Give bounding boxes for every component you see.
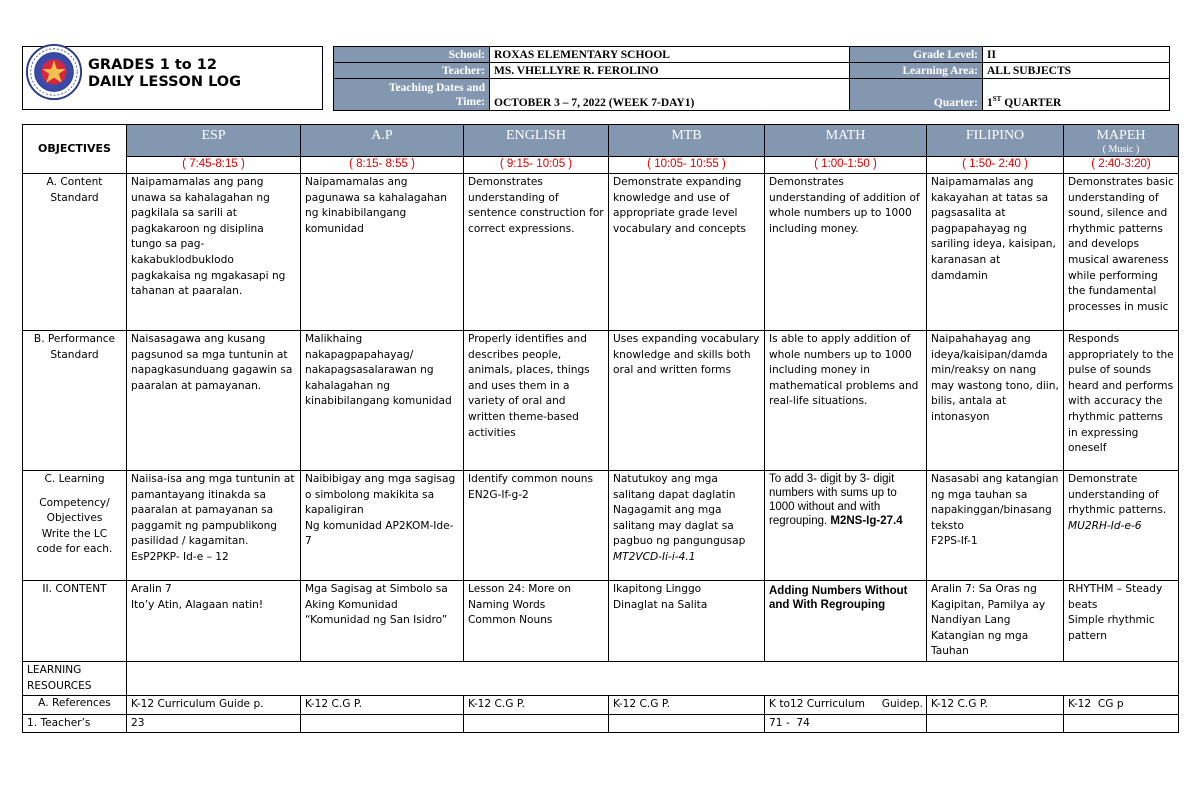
teachers-guide-filipino (927, 714, 1064, 733)
teachers-guide-math: 71 - 74 (765, 714, 927, 733)
references-ap: K-12 C.G P. (301, 696, 464, 715)
learning-area-value: ALL SUBJECTS (983, 63, 1170, 79)
references-esp: K-12 Curriculum Guide p. (127, 696, 301, 715)
lc-code-mapeh: MU2RH-Id-e-6 (1068, 519, 1142, 532)
school-info-table (333, 46, 1170, 111)
content-english: Lesson 24: More on Naming Words Common Nouns (464, 581, 609, 662)
performance-standard-label: B. Performance Standard (23, 331, 127, 471)
competency-mtb: Natutukoy ang mga salitang dapat daglatin Nagagamit ang mga salitang may daglat sa pagbuo ng pangungusap MT2VCD-Ii-i-4.1 (609, 471, 765, 581)
competency-ap: Naibibigay ang mga sagisag o simbolong makikita sa kapaligiran Ng komunidad AP2KOM-Ide-7 (301, 471, 464, 581)
content-label: II. CONTENT (23, 581, 127, 662)
performance-standard-ap: Malikhaing nakapagpapahayag/ nakapagsasalarawan ng kahalagahan ng kinabibilangang komunidad (301, 331, 464, 471)
learning-resources-label: LEARNING RESOURCES (23, 661, 127, 695)
references-filipino: K-12 C.G P. (927, 696, 1064, 715)
subject-header-filipino: FILIPINO (927, 125, 1064, 157)
learning-competency-label: C. Learning Competency/ Objectives Write the LC code for each. (23, 471, 127, 581)
teachers-guide-esp: 23 (127, 714, 301, 733)
teacher-value: MS. VHELLYRE R. FEROLINO (490, 63, 850, 79)
content-standard-filipino: Naipamamalas ang kakayahan at tatas sa pagsasalita at pagpapahayag ng sariling ideya, kaisipan, karanasan at damdamin (927, 174, 1064, 331)
lc-code-english: EN2G-If-g-2 (468, 488, 529, 501)
time-mapeh: ( 2:40-3:20) (1064, 157, 1179, 174)
competency-english: Identify common nouns EN2G-If-g-2 (464, 471, 609, 581)
teachers-guide-ap (301, 714, 464, 733)
performance-standard-math: Is able to apply addition of whole numbers up to 1000 including money in mathematical problems and real-life situations. (765, 331, 927, 471)
school-label: School: (334, 47, 490, 63)
teachers-guide-mtb (609, 714, 765, 733)
page-title: GRADES 1 to 12 DAILY LESSON LOG (88, 57, 242, 90)
content-esp: Aralin 7 Ito’y Atin, Alagaan natin! (127, 581, 301, 662)
content-standard-english: Demonstrates understanding of sentence construction for correct expressions. (464, 174, 609, 331)
performance-standard-filipino: Naipahahayag ang ideya/kaisipan/damda min/reaksy on nang may wastong tono, diin, bilis, antala at intonasyon (927, 331, 1064, 471)
time-math: ( 1:00-1:50 ) (765, 157, 927, 174)
objectives-label: OBJECTIVES (23, 125, 127, 174)
deped-seal-icon (25, 43, 83, 101)
lesson-log-table (22, 124, 1179, 733)
content-mtb: Ikapitong Linggo Dinaglat na Salita (609, 581, 765, 662)
time-ap: ( 8:15- 8:55 ) (301, 157, 464, 174)
lc-code-filipino: F2PS-If-1 (931, 535, 978, 548)
content-standard-mtb: Demonstrate expanding knowledge and use of appropriate grade level vocabulary and concepts (609, 174, 765, 331)
subject-header-ap: A.P (301, 125, 464, 157)
content-standard-mapeh: Demonstrates basic understanding of sound, silence and rhythmic patterns and develops musical awareness while performing the fundamental processes in music (1064, 174, 1179, 331)
references-english: K-12 C.G P. (464, 696, 609, 715)
subject-header-english: ENGLISH (464, 125, 609, 157)
content-mapeh: RHYTHM – Steady beats Simple rhythmic pattern (1064, 581, 1179, 662)
subject-header-mapeh: MAPEH ( Music ) (1064, 125, 1179, 157)
subject-header-mtb: MTB (609, 125, 765, 157)
performance-standard-esp: Naisasagawa ang kusang pagsunod sa mga tuntunin at napagkasunduang gagawin sa paaralan at pamayanan. (127, 331, 301, 471)
time-filipino: ( 1:50- 2:40 ) (927, 157, 1064, 174)
content-standard-esp: Naipamamalas ang pang unawa sa kahalagahan ng pagkilala sa sarili at pagkakaroon ng disiplina tungo sa pag-kakabuklodbuklodo pagkakaisa ng mgakasapi ng tahanan at paaralan. (127, 174, 301, 331)
subject-header-math: MATH (765, 125, 927, 157)
content-ap: Mga Sagisag at Simbolo sa Aking Komunidad “Komunidad ng San Isidro” (301, 581, 464, 662)
mapeh-subtitle: ( Music ) (1102, 144, 1140, 155)
lc-code-math: M2NS-Ig-27.4 (830, 515, 903, 527)
lc-code-ap: Ng komunidad AP2KOM-Ide-7 (305, 519, 454, 548)
teaching-dates-value: OCTOBER 3 – 7, 2022 (WEEK 7-DAY1) (490, 79, 850, 111)
teaching-dates-label: Teaching Dates and Time: (334, 79, 490, 111)
competency-mapeh: Demonstrate understanding of rhythmic patterns. MU2RH-Id-e-6 (1064, 471, 1179, 581)
teachers-guide-english (464, 714, 609, 733)
references-mtb: K-12 C.G P. (609, 696, 765, 715)
content-standard-ap: Naipamamalas ang pagunawa sa kahalagahan ng kinabibilangang komunidad (301, 174, 464, 331)
references-mapeh: K-12 CG p (1064, 696, 1179, 715)
performance-standard-english: Properly identifies and describes people, animals, places, things and uses them in a variety of oral and written theme-based activities (464, 331, 609, 471)
learning-area-label: Learning Area: (850, 63, 983, 79)
performance-standard-mtb: Uses expanding vocabulary knowledge and skills both oral and written forms (609, 331, 765, 471)
competency-math: To add 3- digit by 3- digit numbers with sums up to 1000 without and with regrouping. M2NS-Ig-27.4 (765, 471, 927, 581)
content-standard-label: A. Content Standard (23, 174, 127, 331)
quarter-label: Quarter: (850, 79, 983, 111)
performance-standard-mapeh: Responds appropriately to the pulse of sounds heard and performs with accuracy the rhythmic patterns in expressing oneself (1064, 331, 1179, 471)
competency-filipino: Nasasabi ang katangian ng mga tauhan sa napakinggan/binasang teksto F2PS-If-1 (927, 471, 1064, 581)
time-esp: ( 7:45-8:15 ) (127, 157, 301, 174)
teachers-guide-mapeh (1064, 714, 1179, 733)
lc-code-esp: EsP2PKP- Id-e – 12 (131, 550, 229, 563)
learning-resources-cell (127, 661, 1179, 695)
references-label: A. References (23, 696, 127, 715)
content-standard-math: Demonstrates understanding of addition of whole numbers up to 1000 including money. (765, 174, 927, 331)
content-filipino: Aralin 7: Sa Oras ng Kagipitan, Pamilya ay Nandiyan Lang Katangian ng mga Tauhan (927, 581, 1064, 662)
teachers-guide-label: 1. Teacher’s (23, 714, 127, 733)
lc-code-mtb: MT2VCD-Ii-i-4.1 (613, 550, 696, 563)
subject-header-esp: ESP (127, 125, 301, 157)
content-math: Adding Numbers Without and With Regrouping (765, 581, 927, 662)
quarter-value: 1ST QUARTER (983, 79, 1170, 111)
time-english: ( 9:15- 10:05 ) (464, 157, 609, 174)
school-value: ROXAS ELEMENTARY SCHOOL (490, 47, 850, 63)
grade-level-label: Grade Level: (850, 47, 983, 63)
grade-level-value: II (983, 47, 1170, 63)
references-math: K to12 Curriculum Guidep. (765, 696, 927, 715)
teacher-label: Teacher: (334, 63, 490, 79)
competency-esp: Naiisa-isa ang mga tuntunin at pamantayang itinakda sa paaralan at pamayanan sa paggamit ng pampublikong pasilidad / kagamitan. EsP2PKP- Id-e – 12 (127, 471, 301, 581)
time-mtb: ( 10:05- 10:55 ) (609, 157, 765, 174)
